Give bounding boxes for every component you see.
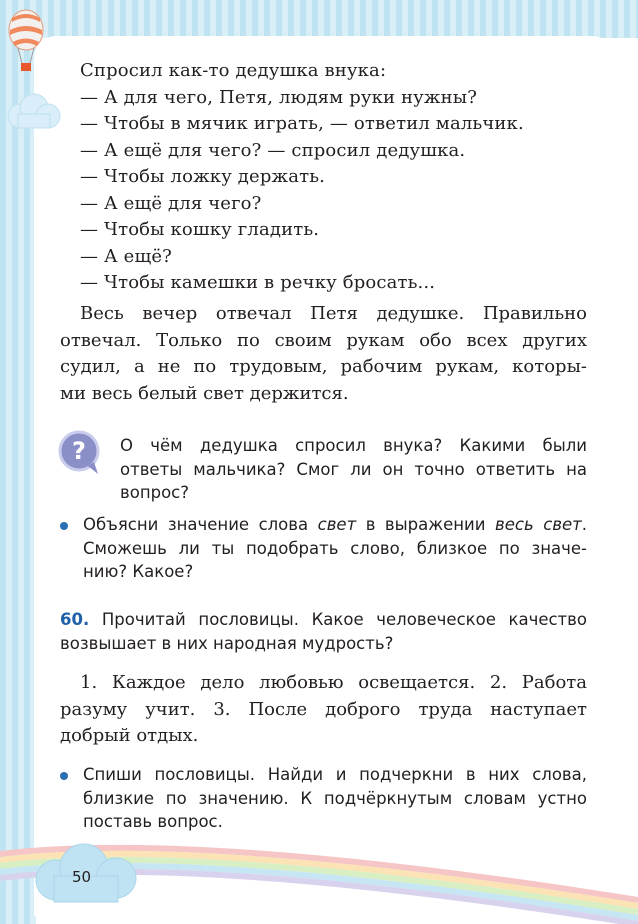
hot-air-balloon-icon [6,8,46,76]
bullet-text-part: . [581,515,587,534]
bullet-text-part: Объясни значение слова [83,515,318,534]
svg-text:?: ? [72,437,86,465]
bullet-dot-icon [60,522,68,530]
left-stripe-border [0,0,36,924]
paragraph-line: ми весь белый свет держится. [60,382,349,404]
task-text: Прочитай пословицы. Какое человеческое качество [89,610,587,629]
question-line: О чём дедушка спросил внука? Какими были [120,436,587,455]
question-block [120,434,587,505]
proverbs-line: 1. Каждое дело любовью освещается. 2. Работа [80,672,587,693]
bullet-text [83,513,587,584]
dialog-line: — А ещё для чего? [80,192,262,214]
dialog-block [80,58,600,297]
bullet-line: поставь вопрос. [83,812,223,831]
paragraph-line: отвечал. Только по своим рукам обо всех других [60,329,587,351]
dialog-line: Спросил как-то дедушка внука: [80,60,387,81]
proverbs-line: добрый отдых. [60,725,199,746]
proverbs-line: разуму учит. 3. После доброго труда наступает [60,698,587,720]
paragraph-line: Весь вечер отвечал Петя дедушке. Правильно [80,303,587,324]
question-mark-bubble-icon [58,430,104,476]
task-number: 60. [60,610,90,629]
page-number: 50 [72,868,92,886]
bullet-line: Сможешь ли ты подобрать слово, близкое по значе- [83,538,587,558]
task-line: возвышает в них народная мудрость? [60,633,394,653]
paragraph-line: судил, а не по трудовым, рабочим рукам, которы- [60,356,587,377]
proverbs-block [60,670,587,750]
bullet-text-part: в выражении [356,515,496,534]
dialog-line: — Чтобы кошку гладить. [80,219,320,240]
question-line: вопрос? [120,483,190,502]
task-block [60,608,587,655]
dialog-line: — А ещё для чего? — спросил дедушка. [80,139,466,161]
dialog-line: — Чтобы камешки в речку бросать... [80,272,436,293]
bullet-dot-icon [60,772,68,780]
bullet-line: нию? Какое? [83,562,194,581]
bullet-line: Спиши пословицы. Найди и подчеркни в них слова, [83,765,587,784]
emphasis-word: весь свет [495,515,582,534]
story-paragraph [60,301,587,407]
task-line [60,608,587,632]
bullet-line: близкие по значению. К подчёркнутым словам устно [83,788,587,808]
dialog-line: — Чтобы ложку держать. [80,166,326,187]
dialog-line: — А ещё? [80,245,172,267]
bullet-line [83,513,587,537]
bullet-text [83,763,587,834]
cloud-icon [4,92,64,130]
dialog-line: — А для чего, Петя, людям руки нужны? [80,86,478,108]
dialog-line: — Чтобы в мячик играть, — ответил мальчик. [80,113,524,134]
top-stripe-border [0,0,638,38]
emphasis-word: свет [317,515,357,534]
question-line: ответы мальчика? Смог ли он точно ответить на [120,459,587,479]
